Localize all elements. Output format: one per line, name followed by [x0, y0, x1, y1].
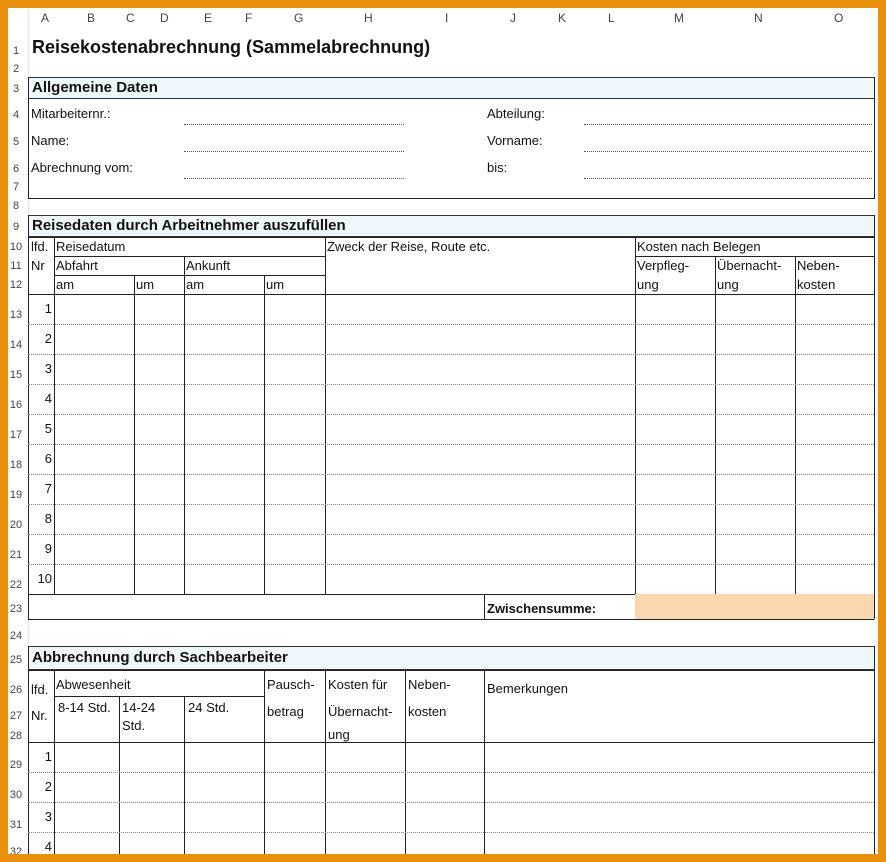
arrival-time-header: um: [266, 277, 285, 292]
row-number: 3: [44, 809, 52, 824]
column-header-n[interactable]: N: [754, 11, 763, 25]
department-field[interactable]: [584, 124, 872, 125]
departure-date-header: am: [56, 277, 75, 292]
travel-no-header-2: Nr: [31, 258, 45, 273]
clerk-no-header-2: Nr.: [31, 708, 48, 723]
row-number: 2: [44, 779, 52, 794]
costs-header: Kosten nach Belegen: [637, 239, 761, 254]
first-name-label: Vorname:: [487, 133, 543, 148]
row-number: 1: [44, 301, 52, 316]
table-row[interactable]: [28, 354, 874, 384]
row-header-2[interactable]: 2: [12, 63, 20, 75]
row-header-17[interactable]: 17: [9, 429, 23, 441]
row-number: 7: [44, 481, 52, 496]
employee-no-label: Mitarbeiternr.:: [31, 106, 111, 121]
column-header-e[interactable]: E: [204, 11, 213, 25]
row-header-4[interactable]: 4: [12, 109, 20, 121]
column-header-g[interactable]: G: [294, 11, 304, 25]
absence-24-header: 24 Std.: [188, 700, 230, 715]
until-field[interactable]: [584, 178, 872, 179]
column-header-k[interactable]: K: [558, 11, 567, 25]
grid-line: [484, 594, 485, 619]
row-number: 5: [44, 421, 52, 436]
column-header-m[interactable]: M: [674, 11, 684, 25]
grid-line: [28, 670, 874, 671]
row-header-9[interactable]: 9: [12, 221, 20, 233]
row-number: 3: [44, 361, 52, 376]
flat-rate-header: Pausch-: [267, 677, 315, 692]
row-header-31[interactable]: 31: [9, 819, 23, 831]
clerk-lodging-header: Kosten für: [328, 677, 388, 692]
row-header-23[interactable]: 23: [9, 603, 23, 615]
departure-time-header: um: [136, 277, 155, 292]
absence-8-14-header: 8-14 Std.: [58, 700, 111, 715]
grid-line: [54, 256, 325, 257]
row-header-26[interactable]: 26: [9, 684, 23, 696]
row-number: 1: [44, 749, 52, 764]
first-name-field[interactable]: [584, 151, 872, 152]
meals-header: Verpfleg-: [637, 258, 690, 273]
grid-line: [54, 696, 264, 697]
table-row[interactable]: [28, 534, 874, 564]
row-header-29[interactable]: 29: [9, 759, 23, 771]
absence-14-24-header: 14-24: [122, 700, 156, 715]
lodging-header: Übernacht-: [717, 258, 782, 273]
lodging-header-2: ung: [717, 277, 739, 292]
row-header-28[interactable]: 28: [9, 730, 23, 742]
clerk-lodging-header-2: Übernacht-: [328, 704, 393, 719]
employee-no-field[interactable]: [184, 124, 404, 125]
row-number: 9: [44, 541, 52, 556]
grid-line: [874, 215, 875, 619]
spreadsheet: [8, 8, 878, 854]
row-header-20[interactable]: 20: [9, 519, 23, 531]
column-header-i[interactable]: I: [445, 11, 449, 25]
row-header-10[interactable]: 10: [9, 241, 23, 253]
travel-date-header: Reisedatum: [56, 239, 126, 254]
table-row[interactable]: [28, 802, 874, 832]
absence-14-24-header-2: Std.: [122, 718, 146, 733]
column-header-h[interactable]: H: [364, 11, 373, 25]
subtotal-cells[interactable]: [635, 594, 874, 619]
row-header-3[interactable]: 3: [12, 83, 20, 95]
column-header-a[interactable]: A: [41, 11, 50, 25]
row-header-27[interactable]: 27: [9, 710, 23, 722]
absence-header: Abwesenheit: [56, 677, 131, 692]
purpose-header: Zweck der Reise, Route etc.: [327, 239, 491, 254]
clerk-no-header: lfd.: [31, 682, 49, 697]
arrival-date-header: am: [186, 277, 205, 292]
department-label: Abteilung:: [487, 106, 545, 121]
grid-line: [28, 619, 874, 620]
table-row[interactable]: [28, 444, 874, 474]
grid-line: [28, 237, 874, 238]
row-header-30[interactable]: 30: [9, 789, 23, 801]
column-header-c[interactable]: C: [126, 11, 135, 25]
column-header-f[interactable]: F: [245, 11, 253, 25]
row-number: 4: [44, 839, 52, 854]
table-row[interactable]: [28, 384, 874, 414]
clerk-lodging-header-3: ung: [328, 727, 350, 742]
row-header-6[interactable]: 6: [12, 163, 20, 175]
remarks-header: Bemerkungen: [487, 681, 568, 696]
grid-line: [635, 256, 874, 257]
row-header-7[interactable]: 7: [12, 181, 20, 193]
grid-line: [874, 646, 875, 854]
section-general-title: Allgemeine Daten: [32, 79, 158, 96]
row-header-8[interactable]: 8: [12, 200, 20, 212]
row-number: 6: [44, 451, 52, 466]
flat-rate-header-2: betrag: [267, 704, 304, 719]
row-header-5[interactable]: 5: [12, 136, 20, 148]
billing-from-label: Abrechnung vom:: [31, 160, 133, 175]
row-header-13[interactable]: 13: [9, 309, 23, 321]
clerk-extra-header: Neben-: [408, 677, 451, 692]
name-field[interactable]: [184, 151, 404, 152]
column-header-l[interactable]: L: [608, 11, 615, 25]
table-row[interactable]: [28, 474, 874, 504]
extra-costs-header-2: kosten: [797, 277, 836, 292]
section-travel-title: Reisedaten durch Arbeitnehmer auszufüllen: [32, 217, 346, 234]
table-row[interactable]: [28, 324, 874, 354]
row-header-19[interactable]: 19: [9, 489, 23, 501]
extra-costs-header: Neben-: [797, 258, 840, 273]
row-header-32[interactable]: 32: [9, 846, 23, 854]
billing-from-field[interactable]: [184, 178, 404, 179]
column-header-o[interactable]: O: [834, 11, 844, 25]
clerk-extra-header-2: kosten: [408, 704, 447, 719]
arrival-header: Ankunft: [186, 258, 231, 273]
row-header-25[interactable]: 25: [9, 654, 23, 666]
departure-header: Abfahrt: [56, 258, 98, 273]
table-row[interactable]: [28, 294, 874, 324]
meals-header-2: ung: [637, 277, 659, 292]
table-row[interactable]: [28, 742, 874, 772]
grid-line: [54, 275, 325, 276]
name-label: Name:: [31, 133, 70, 148]
page-title: Reisekostenabrechnung (Sammelabrechnung): [32, 37, 431, 57]
row-header-14[interactable]: 14: [9, 339, 23, 351]
row-header-16[interactable]: 16: [9, 399, 23, 411]
travel-no-header: lfd.: [31, 239, 49, 254]
column-header-j[interactable]: J: [510, 11, 516, 25]
row-header-1[interactable]: 1: [12, 45, 20, 57]
row-header-21[interactable]: 21: [9, 549, 23, 561]
row-number: 4: [44, 391, 52, 406]
table-row[interactable]: [28, 414, 874, 444]
column-header-b[interactable]: B: [87, 11, 96, 25]
row-header-24[interactable]: 24: [9, 630, 23, 642]
column-header-d[interactable]: D: [160, 11, 169, 25]
row-header-18[interactable]: 18: [9, 459, 23, 471]
row-header-22[interactable]: 22: [9, 579, 23, 591]
subtotal-label: Zwischensumme:: [487, 601, 597, 616]
row-header-15[interactable]: 15: [9, 369, 23, 381]
section-clerk-title: Abbrechnung durch Sachbearbeiter: [32, 649, 288, 666]
row-header-12[interactable]: 12: [9, 279, 23, 291]
table-row[interactable]: [28, 504, 874, 534]
table-row[interactable]: [28, 772, 874, 802]
until-label: bis:: [487, 160, 508, 175]
table-row[interactable]: [28, 832, 874, 854]
row-header-11[interactable]: 11: [10, 260, 22, 272]
row-number: 2: [44, 331, 52, 346]
table-row[interactable]: [28, 564, 874, 594]
row-number: 10: [37, 571, 52, 586]
row-number: 8: [44, 511, 52, 526]
